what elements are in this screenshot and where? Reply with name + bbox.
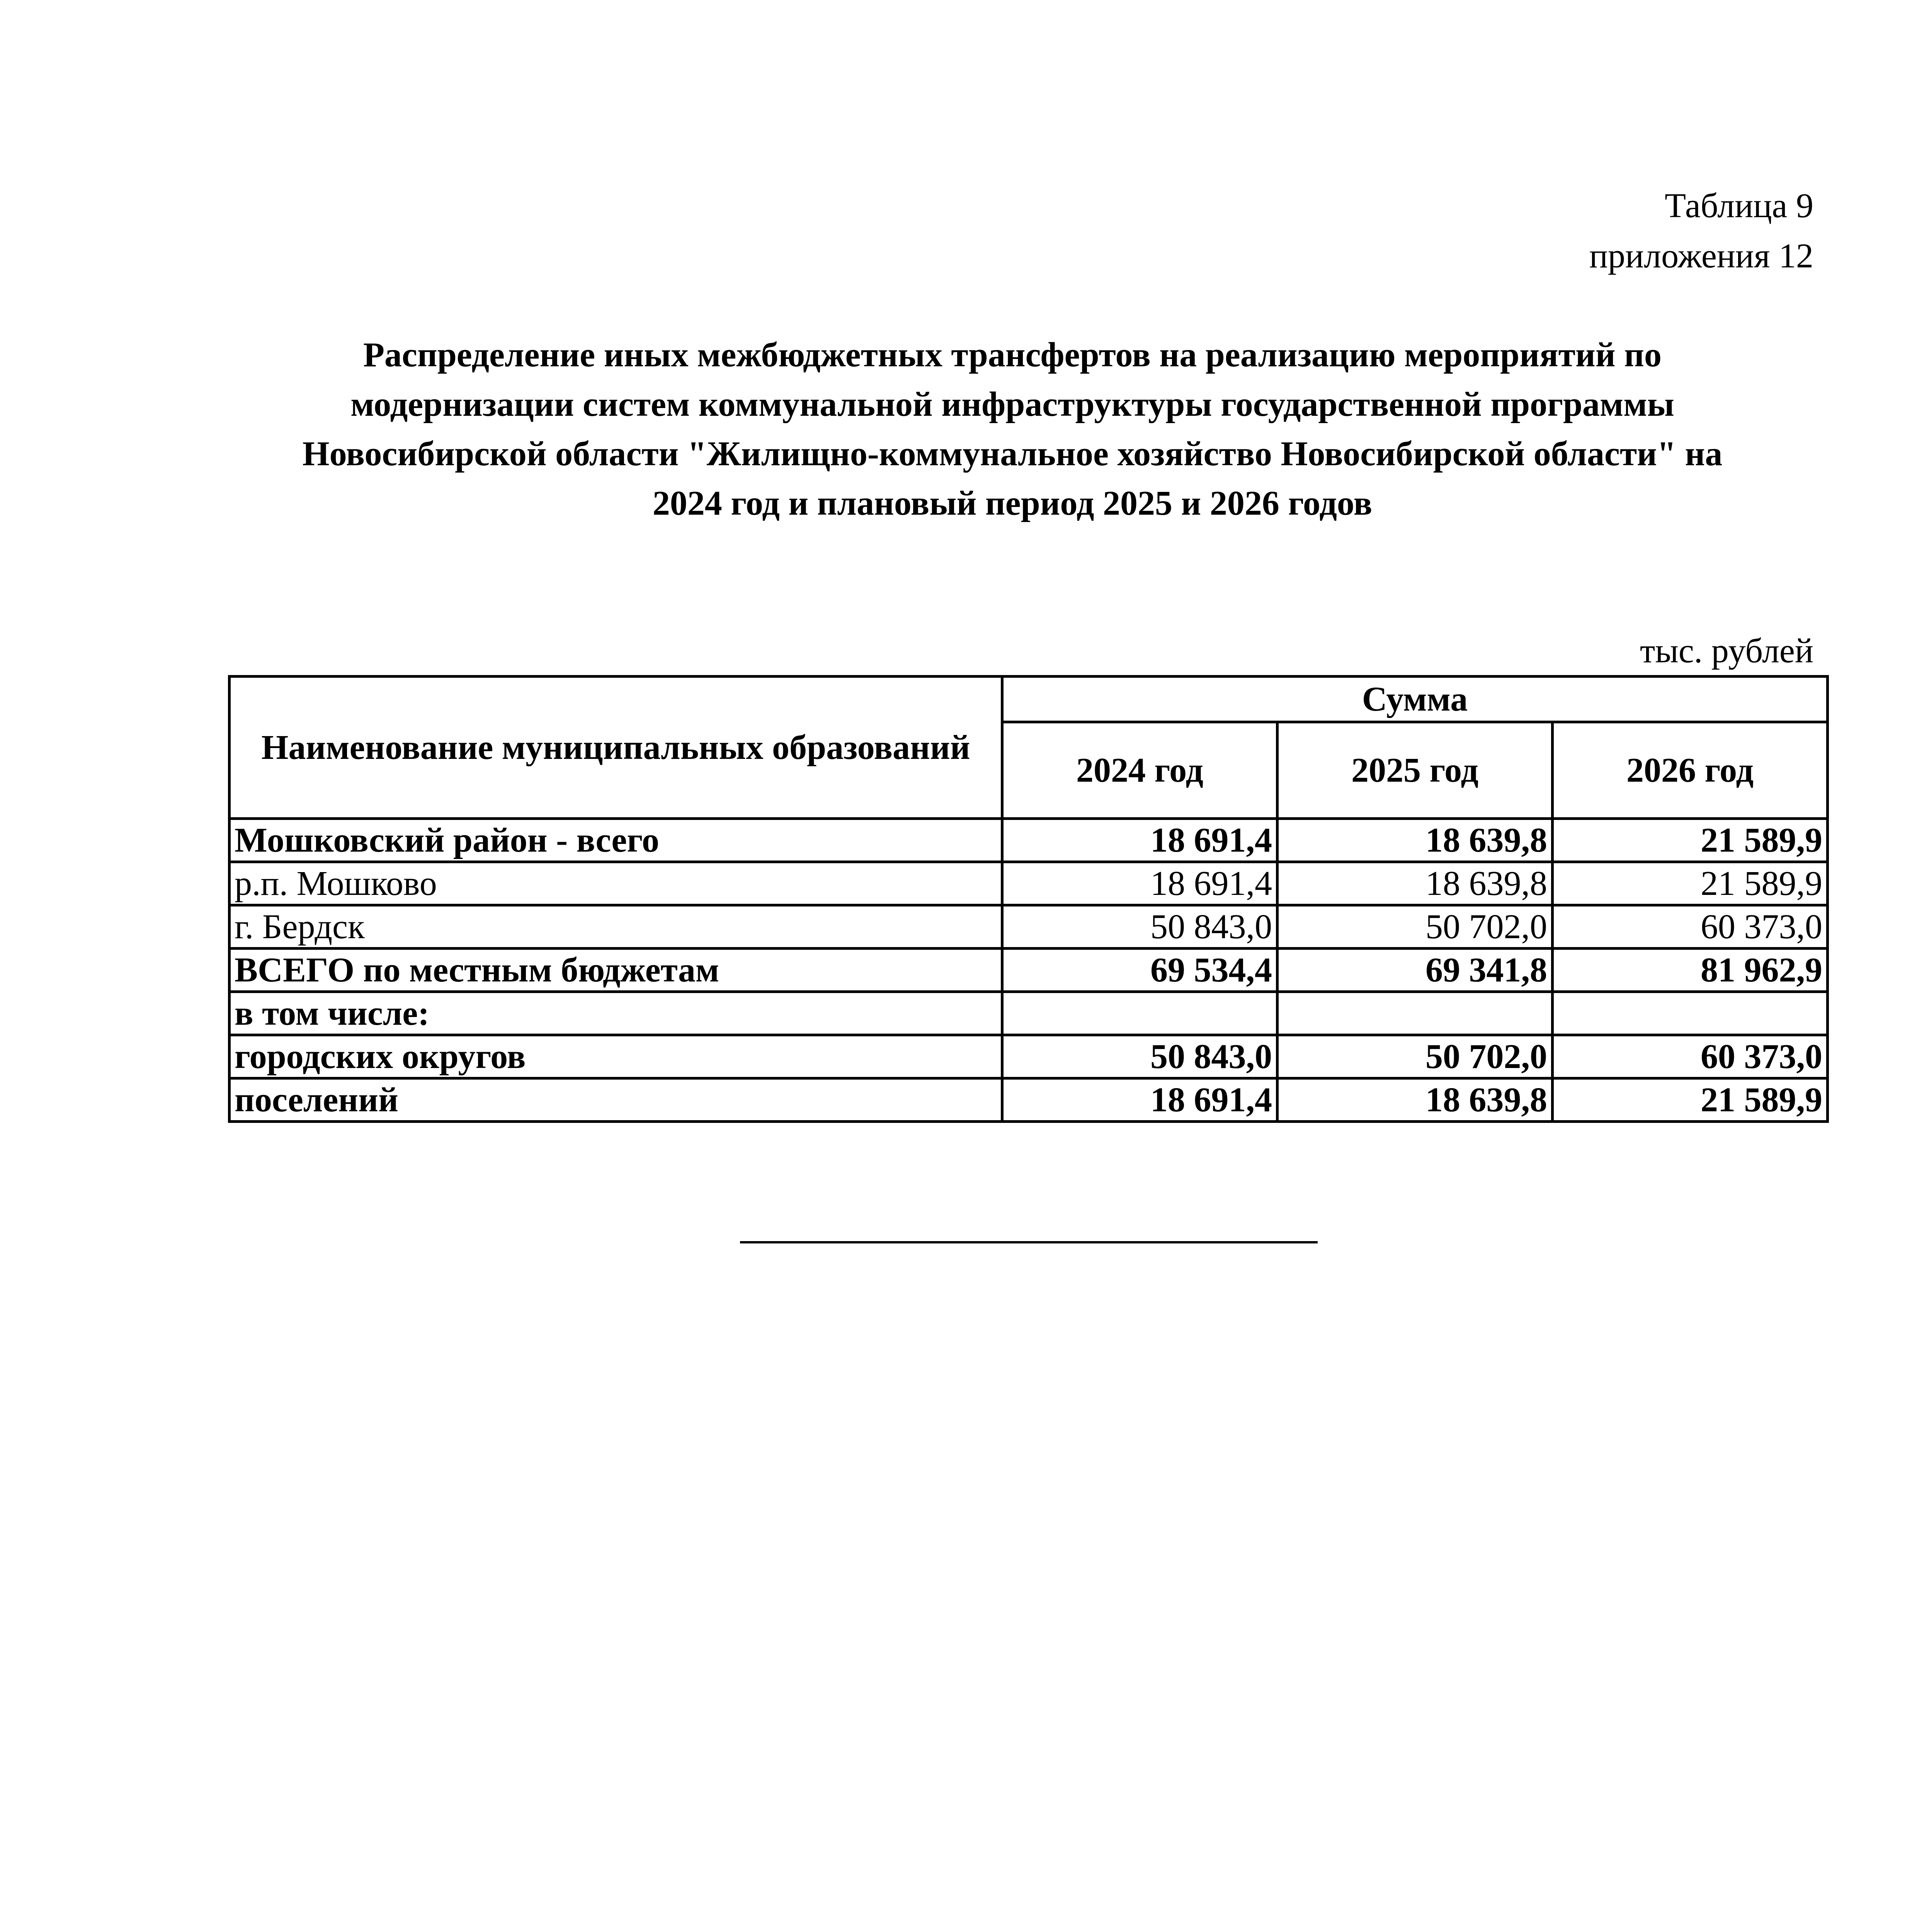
row-value-2025: 18 639,8 (1277, 819, 1553, 862)
row-value-2024: 50 843,0 (1002, 1035, 1277, 1078)
document-title (216, 330, 1808, 528)
table-row (230, 862, 1828, 905)
row-name-cell: поселений (230, 1078, 1002, 1122)
row-name-cell: р.п. Мошково (230, 862, 1002, 905)
row-value-2025: 69 341,8 (1277, 949, 1553, 992)
row-name-cell: ВСЕГО по местным бюджетам (230, 949, 1002, 992)
column-header-name: Наименование муниципальных образований (230, 677, 1002, 819)
row-name-cell: г. Бердск (230, 905, 1002, 949)
column-header-sum: Сумма (1002, 677, 1828, 722)
row-value-2026: 60 373,0 (1553, 905, 1828, 949)
column-header-2026: 2026 год (1553, 722, 1828, 819)
title-line: 2024 год и плановый период 2025 и 2026 годов (652, 484, 1373, 522)
table-number: Таблица 9 (1665, 187, 1813, 225)
row-value-2024: 18 691,4 (1002, 819, 1277, 862)
row-value-2025: 50 702,0 (1277, 905, 1553, 949)
column-header-2025: 2025 год (1277, 722, 1553, 819)
row-name-cell: в том числе: (230, 992, 1002, 1035)
row-value-2026: 21 589,9 (1553, 819, 1828, 862)
appendix-number: приложения 12 (1589, 237, 1813, 275)
row-name-cell: городских округов (230, 1035, 1002, 1078)
row-value-2024: 69 534,4 (1002, 949, 1277, 992)
row-value-2025 (1277, 992, 1553, 1035)
row-value-2026 (1553, 992, 1828, 1035)
table-row (230, 992, 1828, 1035)
title-line: Распределение иных межбюджетных трансфертов на реализацию мероприятий по (363, 336, 1662, 374)
table-row (230, 949, 1828, 992)
column-header-2024: 2024 год (1002, 722, 1277, 819)
transfers-table (228, 675, 1829, 1123)
table-row (230, 1078, 1828, 1122)
row-value-2026: 21 589,9 (1553, 1078, 1828, 1122)
table-row (230, 819, 1828, 862)
units-label: тыс. рублей (1640, 632, 1813, 670)
header-row (230, 677, 1828, 722)
row-value-2025: 50 702,0 (1277, 1035, 1553, 1078)
row-value-2026: 60 373,0 (1553, 1035, 1828, 1078)
row-name-cell: Мошковский район - всего (230, 819, 1002, 862)
row-value-2024 (1002, 992, 1277, 1035)
row-value-2025: 18 639,8 (1277, 862, 1553, 905)
row-value-2024: 18 691,4 (1002, 862, 1277, 905)
row-value-2024: 18 691,4 (1002, 1078, 1277, 1122)
row-value-2026: 21 589,9 (1553, 862, 1828, 905)
row-value-2026: 81 962,9 (1553, 949, 1828, 992)
row-value-2024: 50 843,0 (1002, 905, 1277, 949)
table-row (230, 905, 1828, 949)
footer-separator (740, 1241, 1318, 1243)
table-body (230, 819, 1828, 1122)
table-row (230, 1035, 1828, 1078)
title-line: Новосибирской области "Жилищно-коммунальное хозяйство Новосибирской области" на (302, 435, 1723, 473)
row-value-2025: 18 639,8 (1277, 1078, 1553, 1122)
title-line: модернизации систем коммунальной инфраструктуры государственной программы (350, 385, 1674, 423)
